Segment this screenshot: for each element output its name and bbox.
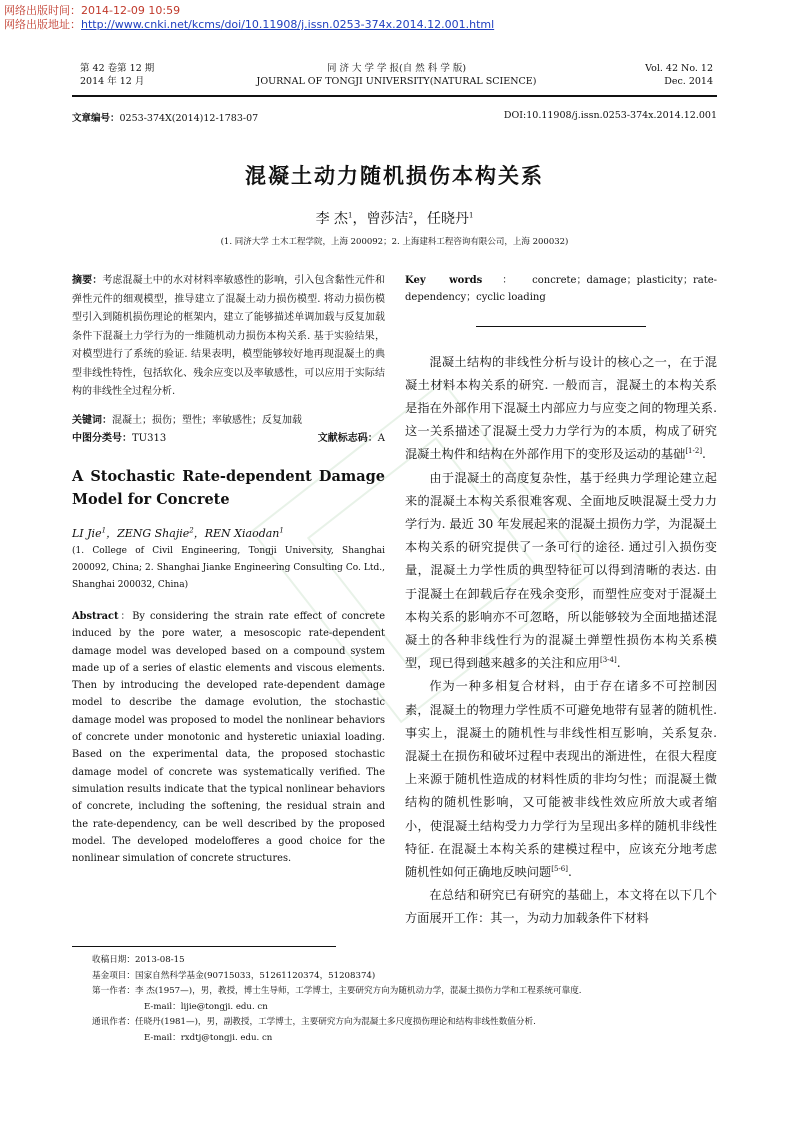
footnote-rule xyxy=(72,946,336,947)
online-pub-link[interactable]: http://www.cnki.net/kcms/doi/10.11908/j.issn.0253-374x.2014.12.001.html xyxy=(81,18,495,31)
first-author-email: E-mail：lijie@tongji. edu. cn xyxy=(144,1001,268,1012)
journal-volume-en: Vol. 42 No. 12 Dec. 2014 xyxy=(645,63,713,87)
online-pub-time: 网络出版时间：2014-12-09 10:59 xyxy=(4,4,181,17)
abstract-en: Abstract：By considering the strain rate effect of concrete induced by the pore water, a mesoscopic rate-dependent damage model was developed based on a compound system made up of a series of elastic elements and viscous elements. Then by introducing the developed rate-dependent damage model to describe the damage evolution, the stochastic damage model was proposed to model the nonlinear behaviors of concrete under monotonic and hysteretic uniaxial loading. Based on the experimental data, the proposed stochastic damage model of concrete was systematically verified. The simulation results indicate that the typical nonlinear behaviors of concrete, including the softening, the residual strain and the rate-dependency, can be well described by the proposed model. The developed modelofferes a good choice for the nonlinear simulation of concrete structures. xyxy=(72,611,385,865)
article-number: 文章编号：0253-374X(2014)12-1783-07 xyxy=(72,113,259,124)
body-paragraph: 作为一种多相复合材料，由于存在诸多不可控制因素，混凝土的物理力学性质不可避免地带有显著的随机性. 事实上，混凝土的随机性与非线性相互影响，关系复杂. 混凝土在损伤和破坏过程中表现出的渐进性，在很大程度上来源于随机性造成的材料性质的非均匀性；而混凝土微结构的随机性影响，又可能被非线性效应所放大或者缩小，使混凝土结构受力力学行为呈现出多样的随机非线性特征. 在混凝土本构关系的建模过程中，应该充分地考虑随机性如何正确地反映问题[5-6]. xyxy=(405,679,717,880)
corresponding-author-email: E-mail：rxdtj@tongji. edu. cn xyxy=(144,1032,273,1043)
abstract-zh: 摘要：考虑混凝土中的水对材料率敏感性的影响，引入包含黏性元件和弹性元件的细观模型，推导建立了混凝土动力损伤模型. 将动力损伤模型引入到随机损伤理论的框架内，建立了能够描述单调加载与反复加载条件下混凝土力学行为的一维随机动力损伤本构关系. 基于实验结果，对模型进行了系统的验证. 结果表明，模型能够较好地再现混凝土的典型非线性特性，包括软化、残余应变以及率敏感性，可以应用于实际结构的非线性全过程分析. xyxy=(72,275,386,397)
footnotes xyxy=(92,953,717,1046)
received-date: 收稿日期：2013-08-15 xyxy=(92,955,185,965)
journal-name: 同 济 大 学 学 报(自 然 科 学 版) JOURNAL OF TONGJI UNIVERSITY(NATURAL SCIENCE) xyxy=(256,63,537,87)
body-paragraph: 混凝土结构的非线性分析与设计的核心之一，在于混凝土材料本构关系的研究. 一般而言，混凝土的本构关系是指在外部作用下混凝土内部应力与应变之间的物理关系. 这一关系描述了混凝土受力力学行为的本质，构成了研究混凝土构件和结构在外部作用下的变形及运动的基础[1-2]. xyxy=(405,354,717,462)
affiliation-en: (1. College of Civil Engineering, Tongji University, Shanghai 200092, China; 2. Shanghai Jianke Engineering Consulting Co. Ltd., Shanghai 200032, China) xyxy=(72,546,385,590)
online-pub-url: 网络出版地址：http://www.cnki.net/kcms/doi/10.11908/j.issn.0253-374x.2014.12.001.html xyxy=(4,18,495,31)
body-paragraph: 由于混凝土的高度复杂性，基于经典力学理论建立起来的混凝土本构关系很难客观、全面地反映混凝土受力力学行为. 最近 30 年发展起来的混凝土损伤力学，为混凝土本构关系的研究提供了一条可行的途径. 通过引入损伤变量，混凝土力学性质的典型特征可以得到清晰的表达. 由于混凝土在卸载后存在残余变形，而塑性应变对于混凝土本构关系的影响亦不可忽略，所以能够较为全面地描述混凝土的各种非线性行为的混凝土弹塑性损伤本构关系模型，现已得到越来越多的关注和应用[3-4]. xyxy=(405,470,717,671)
corresponding-author: 通讯作者：任晓丹(1981—)，男，副教授，工学博士，主要研究方向为混凝土多尺度损伤理论和结构非线性数值分析. xyxy=(92,1017,536,1027)
body-paragraph: 在总结和研究已有研究的基础上，本文将在以下几个方面展开工作：其一，为动力加载条件下材料 xyxy=(405,888,717,926)
keywords-zh: 关键词：混凝土；损伤；塑性；率敏感性；反复加载 xyxy=(72,414,302,426)
right-column xyxy=(405,272,717,931)
classification: 中图分类号：TU313 文献标志码：A xyxy=(72,433,385,444)
journal-volume-info: 第 42 卷第 12 期 2014 年 12 月 xyxy=(80,63,155,87)
keywords-en: Key words：concrete；damage；plasticity；rate-dependency；cyclic loading xyxy=(405,275,718,304)
authors-en: LI Jie$^1$，ZENG Shajie$^2$，REN Xiaodan$^1$ xyxy=(72,525,284,540)
affiliation-zh: (1. 同济大学 土木工程学院，上海 200092；2. 上海建科工程咨询有限公司，上海 200032) xyxy=(220,237,569,247)
first-author: 第一作者：李 杰(1957—)，男，教授，博士生导师，工学博士，主要研究方向为随机动力学，混凝土损伤力学和工程系统可靠度. xyxy=(92,986,582,996)
left-column xyxy=(72,272,385,867)
authors-zh: 李 杰$^1$，曾莎洁$^2$，任晓丹$^1$ xyxy=(315,211,474,227)
keywords-separator xyxy=(476,326,646,327)
paper-title: 混凝土动力随机损伤本构关系 xyxy=(245,163,544,188)
fund-project: 基金项目：国家自然科学基金(90715033，51261120374，51208374) xyxy=(92,970,376,981)
header-rule xyxy=(72,95,717,97)
paper-title-en: A Stochastic Rate-dependent Damage Model for Concrete xyxy=(72,467,385,508)
doi: DOI:10.11908/j.issn.0253-374x.2014.12.001 xyxy=(503,110,717,121)
